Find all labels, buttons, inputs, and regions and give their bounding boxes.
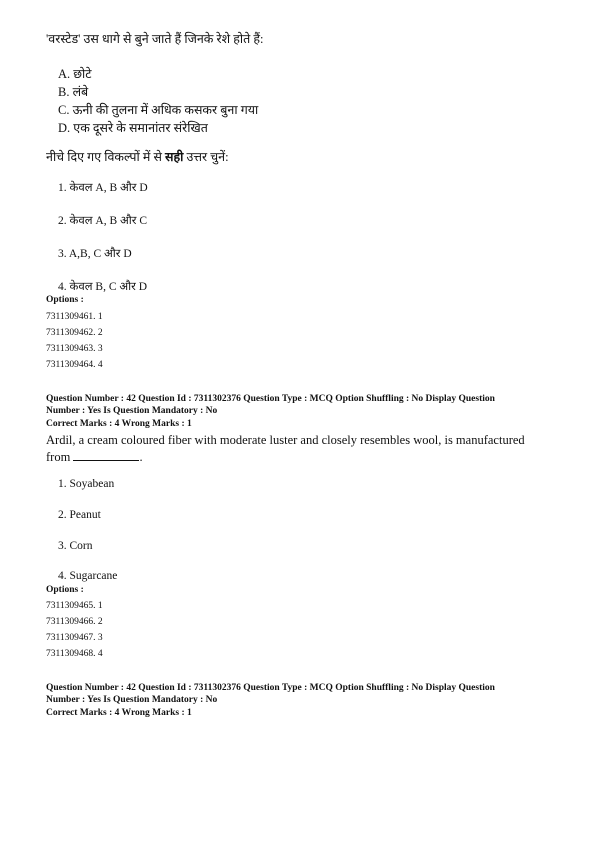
instruction-prefix: नीचे दिए गए विकल्पों में से xyxy=(46,150,166,164)
choice-peanut: 2. Peanut xyxy=(58,509,101,521)
question-42-hi-meta-line1: Question Number : 42 Question Id : 7311302376 Question Type : MCQ Option Shuffling : No Display Question xyxy=(46,683,495,693)
question-41-stem: 'वरस्टेड' उस धागे से बुने जाते हैं जिनके रेशे होते हैं: xyxy=(46,32,264,46)
choice-sugarcane: 4. Sugarcane xyxy=(58,570,118,582)
option-id-6: 7311309466. 2 xyxy=(46,617,103,627)
instruction-suffix: उत्तर चुनें: xyxy=(183,150,229,164)
option-id-2: 7311309462. 2 xyxy=(46,328,103,338)
question-42-meta-line1: Question Number : 42 Question Id : 7311302376 Question Type : MCQ Option Shuffling : No Display Question xyxy=(46,394,495,404)
option-id-3: 7311309463. 3 xyxy=(46,344,103,354)
question-41-instruction xyxy=(46,148,229,165)
option-id-7: 7311309467. 3 xyxy=(46,633,103,643)
statement-a: A. छोटे xyxy=(58,67,92,81)
choice-2: 2. केवल A, B और C xyxy=(58,215,148,227)
option-id-8: 7311309468. 4 xyxy=(46,649,103,659)
option-id-5: 7311309465. 1 xyxy=(46,601,103,611)
choice-3: 3. A,B, C और D xyxy=(58,248,132,260)
question-42-hi-meta-line2: Number : Yes Is Question Mandatory : No xyxy=(46,695,218,705)
stem-from: from xyxy=(46,450,71,464)
option-id-4: 7311309464. 4 xyxy=(46,360,103,370)
statement-d: D. एक दूसरे के समानांतर संरेखित xyxy=(58,121,208,135)
instruction-bold: सही xyxy=(165,150,184,164)
choice-corn: 3. Corn xyxy=(58,540,93,552)
choice-soyabean: 1. Soyabean xyxy=(58,478,115,490)
answer-blank xyxy=(73,450,139,461)
options-label-42: Options : xyxy=(46,585,84,595)
question-42-meta-line2: Number : Yes Is Question Mandatory : No xyxy=(46,406,218,416)
option-id-1: 7311309461. 1 xyxy=(46,312,103,322)
question-42-meta-line3: Correct Marks : 4 Wrong Marks : 1 xyxy=(46,419,192,429)
choice-1: 1. केवल A, B और D xyxy=(58,182,148,194)
statement-b: B. लंबे xyxy=(58,85,89,99)
question-42-stem-line2 xyxy=(46,450,143,465)
stem-period: . xyxy=(139,450,143,464)
question-42-hi-meta-line3: Correct Marks : 4 Wrong Marks : 1 xyxy=(46,708,192,718)
statement-c: C. ऊनी की तुलना में अधिक कसकर बुना गया xyxy=(58,103,259,117)
options-label: Options : xyxy=(46,295,84,305)
choice-4: 4. केवल B, C और D xyxy=(58,281,148,293)
question-42-stem-line1: Ardil, a cream coloured fiber with moderate luster and closely resembles wool, is manufactured xyxy=(46,433,525,447)
